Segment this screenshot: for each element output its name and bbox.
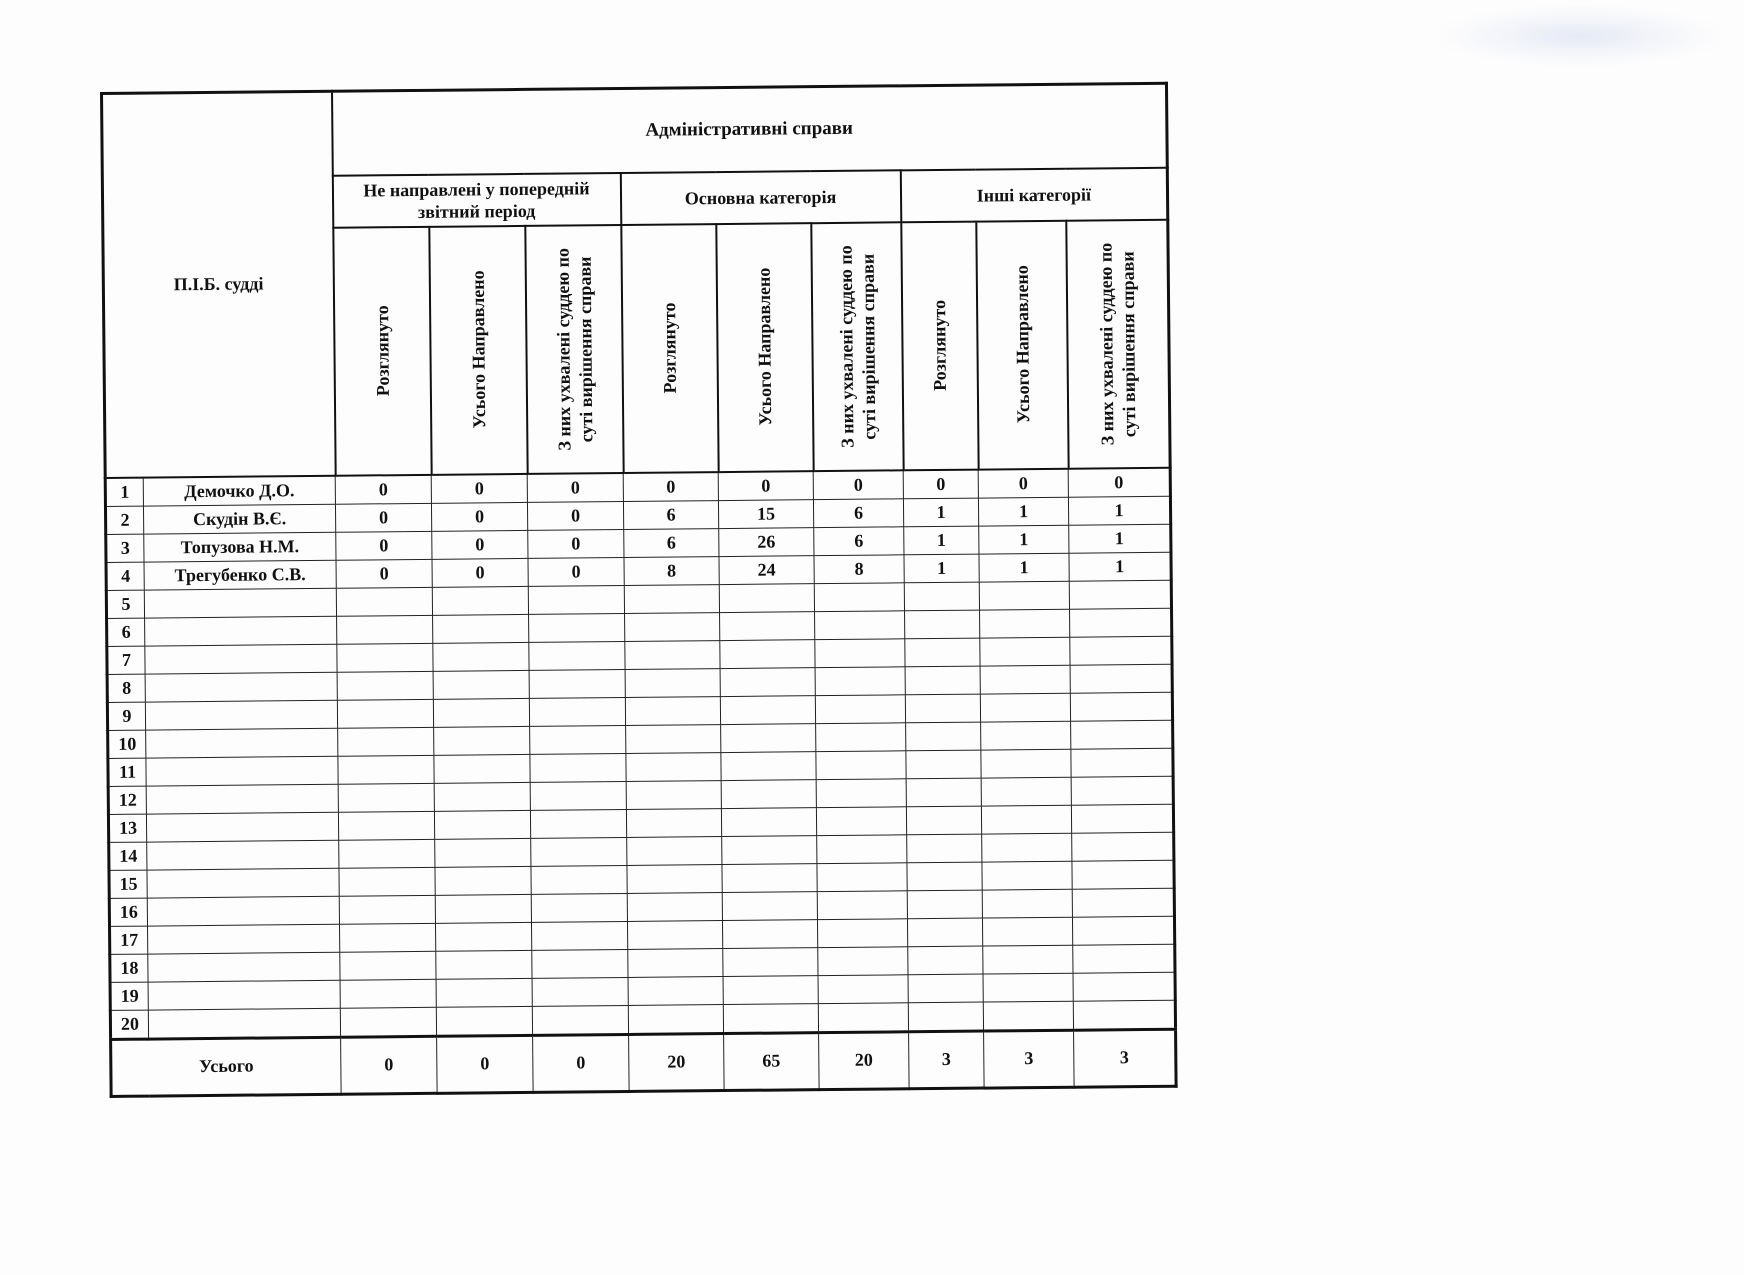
value-cell — [338, 783, 434, 812]
value-cell — [905, 666, 980, 695]
row-number: 19 — [110, 982, 148, 1010]
section-title: Адміністративні справи — [332, 83, 1168, 175]
value-cell — [981, 749, 1071, 778]
value-cell — [1070, 664, 1172, 693]
value-cell — [1071, 720, 1173, 749]
total-value-cell: 0 — [533, 1034, 630, 1092]
value-cell — [722, 835, 817, 864]
value-cell — [1073, 944, 1175, 973]
subcolumn-header — [811, 222, 903, 471]
value-cell: 1 — [1068, 496, 1170, 525]
row-number: 4 — [106, 562, 144, 590]
value-cell: 0 — [903, 469, 978, 498]
value-cell — [530, 753, 626, 782]
value-cell: 0 — [335, 503, 431, 532]
value-cell — [983, 973, 1073, 1002]
subcolumn-label: З них ухвалені суддею по суті вирішення справи — [552, 247, 596, 451]
value-cell — [337, 615, 433, 644]
value-cell — [340, 1007, 436, 1037]
value-cell — [436, 1006, 532, 1036]
row-number: 10 — [108, 730, 146, 758]
row-number: 13 — [108, 814, 146, 842]
value-cell — [628, 976, 723, 1005]
row-number: 5 — [106, 590, 144, 618]
value-cell — [434, 754, 530, 783]
total-value-cell: 3 — [909, 1031, 985, 1089]
value-cell: 24 — [719, 555, 814, 584]
value-cell — [339, 923, 435, 952]
judge-name — [147, 840, 339, 870]
value-cell — [905, 694, 980, 723]
value-cell — [532, 1005, 628, 1035]
value-cell — [721, 723, 816, 752]
subcolumn-label: З них ухвалені суддею по суті вирішення справи — [835, 244, 879, 448]
value-cell: 0 — [336, 559, 432, 588]
judge-name — [148, 980, 340, 1010]
value-cell: 0 — [432, 530, 528, 559]
judge-name — [145, 616, 337, 646]
judge-name: Демочко Д.О. — [143, 475, 335, 505]
value-cell — [434, 782, 530, 811]
value-cell: 0 — [527, 472, 623, 501]
total-value-cell: 20 — [629, 1033, 725, 1091]
value-cell — [905, 610, 980, 639]
value-cell: 0 — [431, 502, 527, 531]
subcolumn-label: Розглянуто — [929, 299, 950, 391]
subcolumn-label: Розглянуто — [371, 305, 393, 397]
value-cell — [626, 724, 721, 753]
value-cell — [815, 694, 905, 723]
value-cell — [816, 806, 906, 835]
value-cell: 8 — [624, 556, 719, 585]
value-cell: 0 — [978, 468, 1068, 497]
value-cell — [626, 808, 721, 837]
total-value-cell: 0 — [341, 1036, 438, 1094]
value-cell — [339, 839, 435, 868]
value-cell — [980, 665, 1070, 694]
value-cell: 0 — [336, 531, 432, 560]
value-cell — [626, 752, 721, 781]
value-cell: 0 — [718, 471, 813, 500]
row-number: 9 — [107, 702, 145, 730]
total-value-cell: 65 — [724, 1032, 820, 1090]
judge-name: Трегубенко С.В. — [144, 560, 336, 590]
value-cell — [433, 614, 529, 643]
judge-name — [146, 756, 338, 786]
subcolumn-header — [901, 221, 978, 470]
value-cell — [627, 892, 722, 921]
value-cell: 0 — [432, 558, 528, 587]
value-cell — [906, 778, 981, 807]
value-cell — [982, 861, 1072, 890]
value-cell — [980, 637, 1070, 666]
subcolumn-header — [429, 225, 527, 474]
value-cell — [815, 610, 905, 639]
value-cell — [627, 864, 722, 893]
header-row-section — [102, 83, 1168, 177]
value-cell — [983, 1001, 1073, 1031]
value-cell — [721, 807, 816, 836]
group-main-category: Основна категорія — [620, 170, 900, 225]
value-cell — [625, 640, 720, 669]
value-cell — [338, 811, 434, 840]
value-cell: 0 — [527, 501, 623, 530]
row-number: 7 — [107, 646, 145, 674]
row-number: 20 — [110, 1010, 148, 1039]
value-cell — [723, 1003, 818, 1033]
value-cell — [336, 587, 432, 616]
value-cell — [1072, 832, 1174, 861]
value-cell — [436, 978, 532, 1007]
value-cell — [531, 865, 627, 894]
judge-name — [146, 812, 338, 842]
row-number: 6 — [107, 618, 145, 646]
value-cell — [908, 1002, 983, 1032]
value-cell: 6 — [623, 500, 718, 529]
value-cell — [817, 918, 907, 947]
group-other-categories: Інші категорії — [900, 167, 1168, 222]
value-cell: 1 — [904, 526, 979, 555]
total-value-cell: 3 — [984, 1030, 1075, 1088]
value-cell — [435, 922, 531, 951]
value-cell: 1 — [978, 497, 1068, 526]
row-number: 15 — [109, 870, 147, 898]
value-cell — [722, 891, 817, 920]
value-cell — [529, 669, 625, 698]
subcolumn-label: З них ухвалені суддею по суті вирішення справи — [1095, 242, 1140, 446]
value-cell — [625, 612, 720, 641]
row-number: 12 — [108, 786, 146, 814]
value-cell: 6 — [813, 498, 903, 527]
value-cell — [1072, 888, 1174, 917]
value-cell — [340, 951, 436, 980]
subcolumn-header — [621, 224, 718, 473]
value-cell — [981, 805, 1071, 834]
value-cell: 0 — [528, 529, 624, 558]
value-cell — [529, 613, 625, 642]
value-cell — [531, 893, 627, 922]
value-cell — [723, 975, 818, 1004]
value-cell — [339, 895, 435, 924]
value-cell — [982, 833, 1072, 862]
value-cell — [817, 862, 907, 891]
value-cell — [981, 721, 1071, 750]
value-cell — [340, 979, 436, 1008]
value-cell — [906, 750, 981, 779]
judge-name — [147, 896, 339, 926]
value-cell: 0 — [335, 474, 431, 503]
subcolumn-header — [716, 223, 813, 472]
value-cell — [435, 894, 531, 923]
value-cell — [904, 582, 979, 611]
value-cell — [719, 583, 814, 612]
total-row — [111, 1029, 1177, 1096]
subcolumn-label: Усього Направлено — [467, 270, 489, 430]
value-cell — [1069, 580, 1171, 609]
value-cell — [817, 890, 907, 919]
value-cell — [1071, 776, 1173, 805]
value-cell — [720, 611, 815, 640]
value-cell: 1 — [1069, 552, 1171, 581]
value-cell — [531, 837, 627, 866]
value-cell — [722, 919, 817, 948]
total-value-cell: 20 — [819, 1031, 910, 1089]
value-cell — [905, 638, 980, 667]
value-cell — [628, 1004, 723, 1034]
value-cell — [721, 779, 816, 808]
value-cell — [532, 977, 628, 1006]
value-cell — [815, 666, 905, 695]
value-cell — [433, 670, 529, 699]
row-number: 16 — [109, 898, 147, 926]
value-cell — [818, 1002, 908, 1032]
value-cell — [530, 809, 626, 838]
value-cell — [816, 750, 906, 779]
value-cell — [531, 921, 627, 950]
value-cell — [907, 862, 982, 891]
value-cell — [626, 780, 721, 809]
value-cell — [434, 810, 530, 839]
row-number: 14 — [109, 842, 147, 870]
value-cell: 1 — [1069, 524, 1171, 553]
value-cell — [907, 890, 982, 919]
judge-name — [148, 952, 340, 982]
value-cell — [907, 834, 982, 863]
value-cell — [1070, 692, 1172, 721]
value-cell — [721, 751, 816, 780]
value-cell — [624, 584, 719, 613]
value-cell: 1 — [904, 554, 979, 583]
report-sheet — [100, 82, 1178, 1098]
judge-name — [145, 700, 337, 730]
value-cell: 15 — [718, 499, 813, 528]
value-cell — [815, 638, 905, 667]
judge-name-header: П.І.Б. судді — [102, 91, 336, 477]
value-cell — [816, 778, 906, 807]
administrative-cases-table — [100, 82, 1178, 1098]
value-cell — [979, 581, 1069, 610]
judge-name — [145, 672, 337, 702]
judge-name — [147, 868, 339, 898]
value-cell: 8 — [814, 554, 904, 583]
value-cell — [818, 974, 908, 1003]
value-cell: 1 — [979, 525, 1069, 554]
subcolumn-label: Усього Направлено — [753, 267, 776, 427]
value-cell — [530, 781, 626, 810]
value-cell — [628, 948, 723, 977]
value-cell — [337, 699, 433, 728]
value-cell — [720, 695, 815, 724]
total-label: Усього — [111, 1037, 342, 1096]
subcolumn-header — [976, 220, 1068, 469]
value-cell: 0 — [431, 473, 527, 502]
value-cell — [338, 755, 434, 784]
value-cell: 0 — [528, 557, 624, 586]
value-cell — [814, 582, 904, 611]
row-number: 11 — [108, 758, 146, 786]
value-cell — [1073, 972, 1175, 1001]
value-cell — [337, 643, 433, 672]
subcolumn-header — [525, 225, 623, 474]
judge-name: Топузова Н.М. — [144, 532, 336, 562]
scan-smudge — [1440, 6, 1720, 66]
subcolumn-label: Усього Направлено — [1011, 265, 1033, 424]
value-cell: 1 — [903, 498, 978, 527]
value-cell: 6 — [624, 528, 719, 557]
value-cell — [816, 722, 906, 751]
value-cell — [530, 725, 626, 754]
value-cell — [981, 777, 1071, 806]
value-cell — [529, 697, 625, 726]
judge-name — [146, 784, 338, 814]
total-value-cell: 3 — [1074, 1029, 1177, 1087]
value-cell — [720, 639, 815, 668]
value-cell — [532, 949, 628, 978]
value-cell — [1070, 608, 1172, 637]
value-cell — [435, 838, 531, 867]
judge-name — [144, 588, 336, 618]
subcolumn-header — [333, 226, 431, 475]
judge-name — [146, 728, 338, 758]
judge-name — [148, 1008, 340, 1039]
value-cell — [528, 585, 624, 614]
value-cell — [907, 918, 982, 947]
group-not-sent-previous-period: Не направлені у попередній звітний період — [332, 173, 620, 228]
judge-name — [145, 644, 337, 674]
value-cell — [906, 722, 981, 751]
value-cell — [982, 917, 1072, 946]
value-cell — [433, 698, 529, 727]
value-cell — [432, 586, 528, 615]
value-cell: 0 — [813, 470, 903, 499]
value-cell: 0 — [1068, 467, 1170, 496]
value-cell — [625, 696, 720, 725]
value-cell: 26 — [719, 527, 814, 556]
value-cell — [1071, 748, 1173, 777]
value-cell — [627, 836, 722, 865]
row-number: 3 — [106, 534, 144, 562]
value-cell — [1071, 804, 1173, 833]
row-number: 18 — [110, 954, 148, 982]
value-cell — [434, 726, 530, 755]
value-cell — [1070, 636, 1172, 665]
value-cell — [723, 947, 818, 976]
value-cell — [818, 946, 908, 975]
value-cell — [1072, 916, 1174, 945]
value-cell — [625, 668, 720, 697]
value-cell — [337, 671, 433, 700]
judge-name — [148, 924, 340, 954]
value-cell — [908, 974, 983, 1003]
value-cell — [627, 920, 722, 949]
judge-name: Скудін В.Є. — [143, 504, 335, 534]
value-cell — [722, 863, 817, 892]
value-cell — [338, 727, 434, 756]
value-cell — [339, 867, 435, 896]
value-cell — [817, 834, 907, 863]
subcolumn-header — [1066, 219, 1170, 468]
row-number: 2 — [105, 506, 143, 534]
value-cell — [980, 609, 1070, 638]
value-cell — [1073, 1000, 1175, 1030]
value-cell: 6 — [814, 526, 904, 555]
value-cell — [980, 693, 1070, 722]
value-cell — [720, 667, 815, 696]
row-number: 8 — [107, 674, 145, 702]
row-number: 17 — [110, 926, 148, 954]
row-number: 1 — [105, 477, 143, 506]
value-cell — [433, 642, 529, 671]
value-cell — [983, 945, 1073, 974]
value-cell — [529, 641, 625, 670]
value-cell — [906, 806, 981, 835]
value-cell — [435, 866, 531, 895]
subcolumn-label: Розглянуто — [659, 302, 680, 394]
value-cell — [982, 889, 1072, 918]
value-cell: 1 — [979, 553, 1069, 582]
value-cell — [1072, 860, 1174, 889]
value-cell — [436, 950, 532, 979]
value-cell — [908, 946, 983, 975]
value-cell: 0 — [623, 472, 718, 501]
total-value-cell: 0 — [437, 1035, 534, 1093]
